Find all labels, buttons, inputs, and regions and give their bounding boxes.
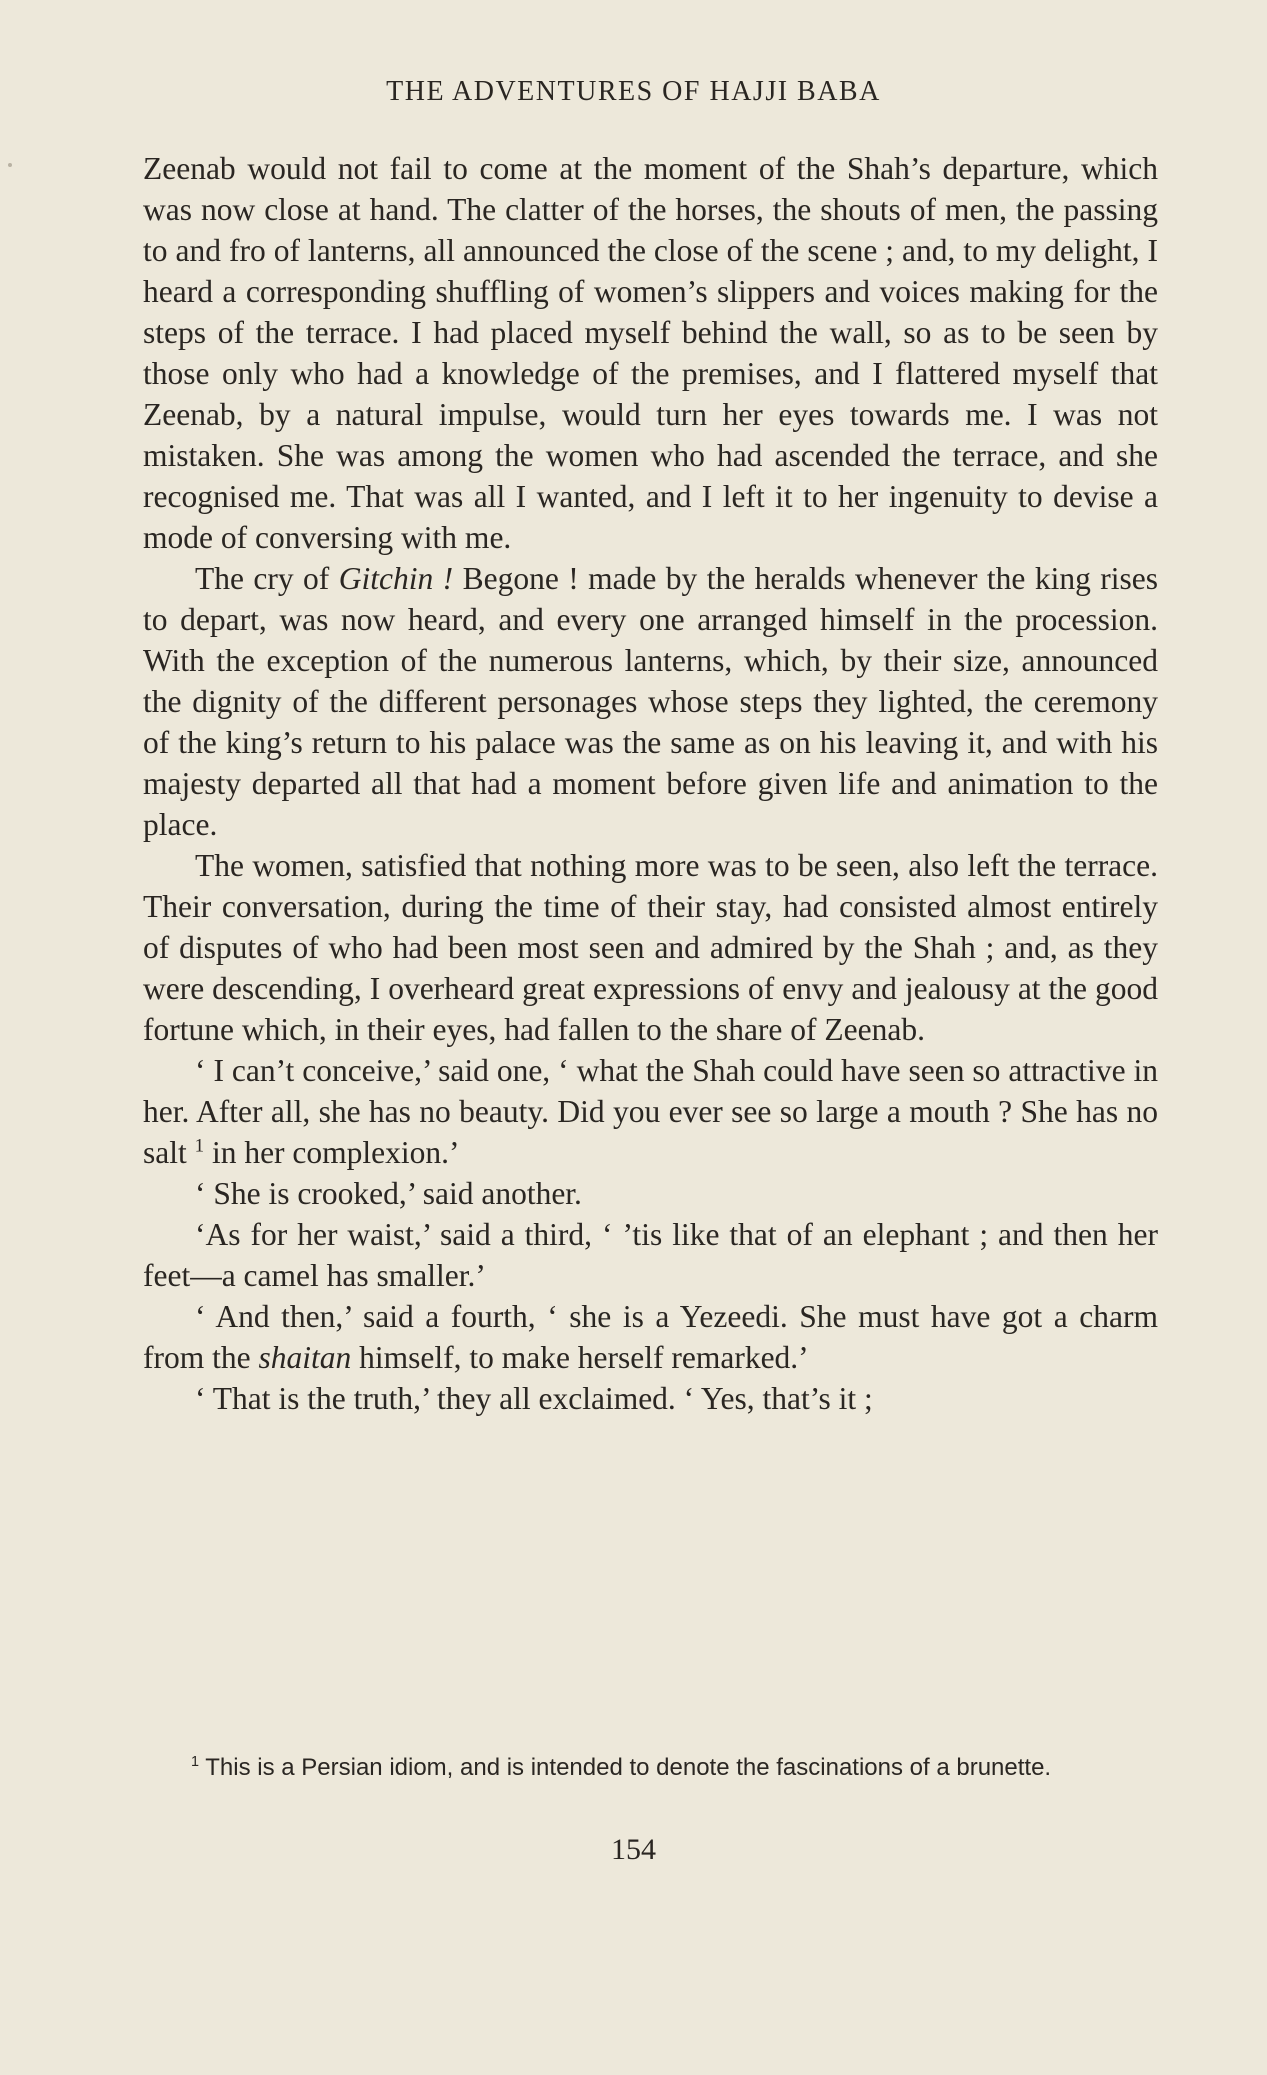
body-text xyxy=(143,148,1158,1419)
paragraph-2: The cry of Gitchin ! Begone ! made by the heralds whenever the king rises to depart, was now heard, and every one arranged himself in the procession. With the exception of the numerous lanterns, which, by their size, announced the dignity of the different personages whose steps they lighted, the ceremony of the king’s return to his palace was the same as on his leaving it, and with his majesty departed all that had a moment before given life and animation to the place. xyxy=(143,561,1159,842)
paragraph-7: ‘ And then,’ said a fourth, ‘ she is a Yezeedi. She must have got a charm from the shaitan himself, to make herself remarked.’ xyxy=(143,1299,1158,1375)
footnote-reference: 1 xyxy=(194,1135,205,1157)
paragraph-1: Zeenab would not fail to come at the moment of the Shah’s departure, which was now close at hand. The clatter of the horses, the shouts of men, the passing to and fro of lanterns, all announced the close of the scene ; and, to my delight, I heard a corresponding shuffling of women’s slippers and voices making for the steps of the terrace. I had placed myself behind the wall, so as to be seen by those only who had a knowledge of the premises, and I flattered myself that Zeenab, by a natural impulse, would turn her eyes towards me. I was not mistaken. She was among the women who had ascended the terrace, and she recognised me. That was all I wanted, and I left it to her ingenuity to devise a mode of conversing with me. xyxy=(143,151,1158,555)
footnote-text: This is a Persian idiom, and is intended to denote the fascinations of a brunette. xyxy=(199,1754,1052,1781)
running-head: THE ADVENTURES OF HAJJI BABA xyxy=(386,76,881,107)
paragraph-6: ‘As for her waist,’ said a third, ‘ ’tis like that of an elephant ; and then her feet—a camel has smaller.’ xyxy=(143,1217,1158,1293)
footnote-marker: 1 xyxy=(191,1754,200,1770)
paragraph-8: ‘ That is the truth,’ they all exclaimed. ‘ Yes, that’s it ; xyxy=(195,1381,873,1416)
paragraph-4: ‘ I can’t conceive,’ said one, ‘ what the Shah could have seen so attractive in her. After all, she has no beauty. Did you ever see so large a mouth ? She has no salt $^1$ in her complexion.’ xyxy=(143,1053,1158,1170)
paragraph-3: The women, satisfied that nothing more was to be seen, also left the terrace. Their conversation, during the time of their stay, had consisted almost entirely of disputes of who had been most seen and admired by the Shah ; and, as they were descending, I overheard great expressions of envy and jealousy at the good fortune which, in their eyes, had fallen to the share of Zeenab. xyxy=(143,848,1158,1047)
footnote xyxy=(143,1752,1158,1784)
page-number: 154 xyxy=(611,1833,656,1866)
italic-term-gitchin: Gitchin ! xyxy=(338,561,454,596)
paragraph-5: ‘ She is crooked,’ said another. xyxy=(195,1176,582,1211)
italic-term-shaitan: shaitan xyxy=(258,1340,352,1375)
margin-speck xyxy=(8,163,12,167)
